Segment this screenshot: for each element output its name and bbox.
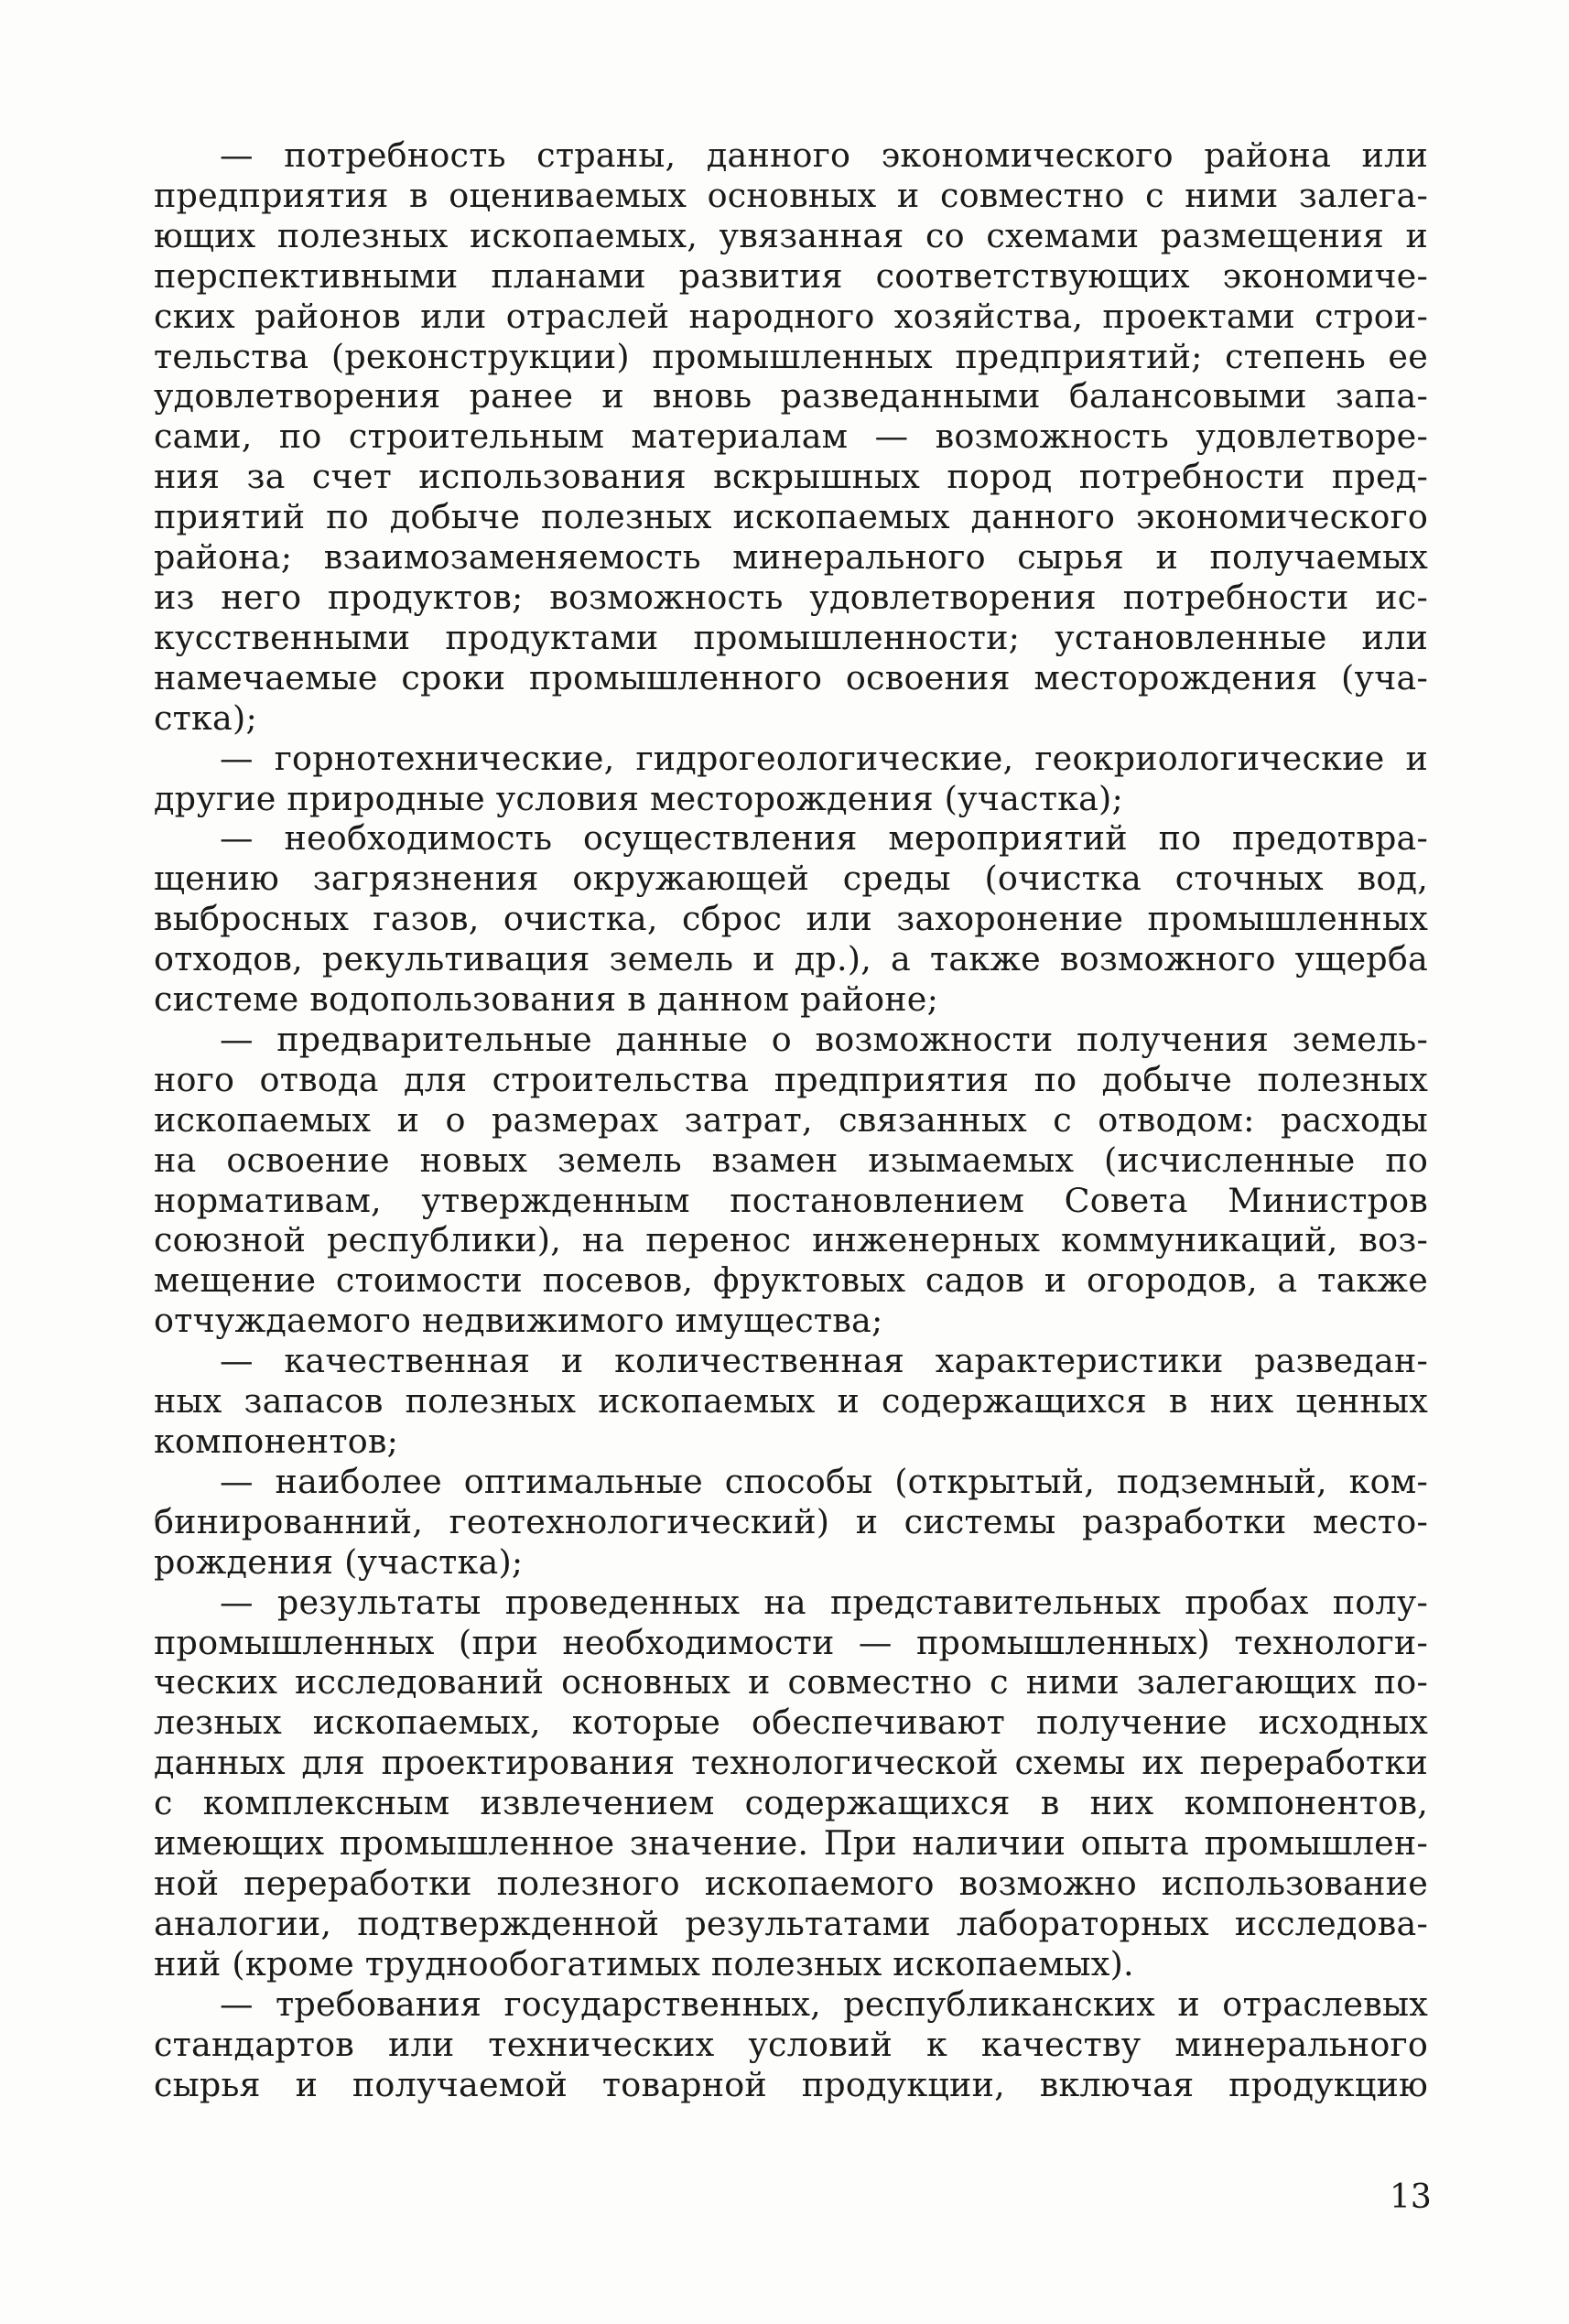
text-line: ископаемых и о размерах затрат, связанных с отводом: расходы xyxy=(154,1099,1428,1140)
text-line: ных запасов полезных ископаемых и содержащихся в них ценных xyxy=(154,1381,1428,1421)
text-line: — предварительные данные о возможности получения земель- xyxy=(220,1019,1428,1059)
text-line: тельства (реконструкции) промышленных предприятий; степень ее xyxy=(154,336,1428,376)
text-line: нормативам, утвержденным постановлением Совета Министров xyxy=(154,1180,1428,1220)
text-line: ний (кроме труднообогатимых полезных ископаемых). xyxy=(154,1943,1134,1984)
text-line: ного отвода для строительства предприятия по добыче полезных xyxy=(154,1059,1428,1099)
text-line: имеющих промышленное значение. При наличии опыта промышлен- xyxy=(154,1823,1428,1864)
body-text xyxy=(154,135,1428,2104)
text-line: сырья и получаемой товарной продукции, включая продукцию xyxy=(154,2064,1428,2104)
text-line: сами, по строительным материалам — возможность удовлетворе- xyxy=(154,416,1428,457)
text-line: перспективными планами развития соответствующих экономиче- xyxy=(154,255,1428,296)
text-line: — горнотехнические, гидрогеологические, геокриологические и xyxy=(220,738,1428,778)
text-line: промышленных (при необходимости — промышленных) технологи- xyxy=(154,1622,1428,1662)
text-line: стка); xyxy=(154,697,257,738)
text-line: приятий по добыче полезных ископаемых данного экономического xyxy=(154,497,1428,537)
text-line: на освоение новых земель взамен изымаемых (исчисленные по xyxy=(154,1140,1428,1180)
text-line: лезных ископаемых, которые обеспечивают получение исходных xyxy=(154,1702,1428,1743)
text-line: района; взаимозаменяемость минерального сырья и получаемых xyxy=(154,537,1428,578)
text-line: — наиболее оптимальные способы (открытый, подземный, ком- xyxy=(220,1461,1428,1501)
text-line: отходов, рекультивация земель и др.), а также возможного ущерба xyxy=(154,939,1428,979)
text-line: выбросных газов, очистка, сброс или захоронение промышленных xyxy=(154,899,1428,939)
text-line: удовлетворения ранее и вновь разведанными балансовыми запа- xyxy=(154,376,1428,416)
text-line: — результаты проведенных на представительных пробах полу- xyxy=(220,1582,1428,1622)
text-line: системе водопользования в данном районе; xyxy=(154,979,939,1020)
text-line: мещение стоимости посевов, фруктовых садов и огородов, а также xyxy=(154,1260,1428,1301)
text-line: из него продуктов; возможность удовлетворения потребности ис- xyxy=(154,577,1428,617)
text-line: данных для проектирования технологической схемы их переработки xyxy=(154,1743,1428,1783)
page-number: 13 xyxy=(1390,2178,1432,2216)
text-line: намечаемые сроки промышленного освоения месторождения (уча- xyxy=(154,657,1428,697)
text-line: ющих полезных ископаемых, увязанная со схемами размещения и xyxy=(154,215,1428,255)
text-line: — потребность страны, данного экономического района или xyxy=(220,135,1428,175)
text-line: кусственными продуктами промышленности; установленные или xyxy=(154,617,1428,657)
text-line: ной переработки полезного ископаемого возможно использование xyxy=(154,1863,1428,1903)
text-line: отчуждаемого недвижимого имущества; xyxy=(154,1301,883,1341)
text-line: — требования государственных, республиканских и отраслевых xyxy=(220,1984,1428,2024)
text-line: ческих исследований основных и совместно с ними залегающих по- xyxy=(154,1662,1428,1702)
text-line: предприятия в оцениваемых основных и совместно с ними залега- xyxy=(154,175,1428,215)
text-line: союзной республики), на перенос инженерных коммуникаций, воз- xyxy=(154,1220,1428,1260)
text-line: щению загрязнения окружающей среды (очистка сточных вод, xyxy=(154,859,1428,899)
text-line: другие природные условия месторождения (участка); xyxy=(154,778,1123,818)
text-line: — качественная и количественная характеристики разведан- xyxy=(220,1341,1428,1381)
text-line: ских районов или отраслей народного хозяйства, проектами строи- xyxy=(154,296,1428,336)
text-line: рождения (участка); xyxy=(154,1541,524,1582)
text-line: стандартов или технических условий к качеству минерального xyxy=(154,2024,1428,2064)
text-line: — необходимость осуществления мероприятий по предотвра- xyxy=(220,818,1428,859)
text-line: аналогии, подтвержденной результатами лабораторных исследова- xyxy=(154,1903,1428,1943)
text-line: компонентов; xyxy=(154,1421,399,1461)
text-line: с комплексным извлечением содержащихся в них компонентов, xyxy=(154,1783,1428,1823)
text-line: ния за счет использования вскрышных пород потребности пред- xyxy=(154,457,1428,497)
text-line: бинированний, геотехнологический) и системы разработки место- xyxy=(154,1501,1428,1541)
